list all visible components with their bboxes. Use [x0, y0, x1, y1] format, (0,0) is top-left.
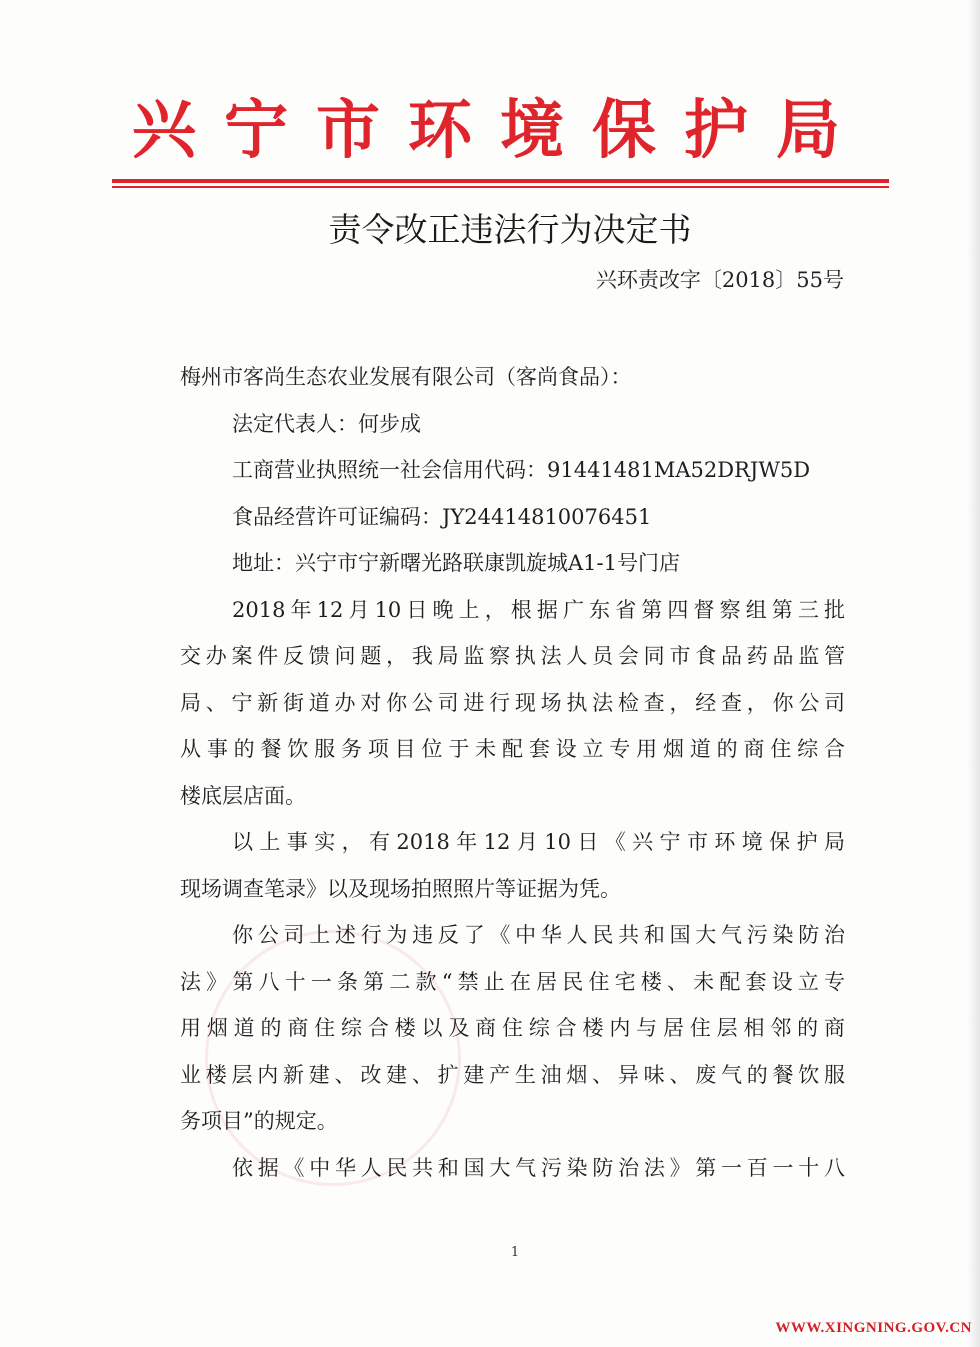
- paragraph-1-line: 2018年12月10日晚上，根据广东省第四督察组第三批: [232, 597, 845, 622]
- legal-representative: 法定代表人：何步成: [232, 411, 421, 436]
- food-license: 食品经营许可证编码：JY24414810076451: [232, 504, 652, 529]
- paragraph-3-line: 法》第八十一条第二款“禁止在居民住宅楼、未配套设立专: [180, 969, 845, 994]
- credit-code: 工商营业执照统一社会信用代码：91441481MA52DRJW5D: [232, 458, 811, 482]
- document-body: [180, 354, 845, 1191]
- header-rule-thin: [112, 186, 889, 188]
- paragraph-3-line: 你公司上述行为违反了《中华人民共和国大气污染防治: [232, 923, 845, 947]
- document-number: 兴环责改字〔2018〕55号: [595, 268, 844, 292]
- document-title: 责令改正违法行为决定书: [328, 210, 692, 249]
- website-watermark: WWW.XINGNING.GOV.CN: [775, 1320, 972, 1336]
- paragraph-1-line: 楼底层店面。: [180, 783, 306, 808]
- paragraph-1-line: 从事的餐饮服务项目位于未配套设立专用烟道的商住综合: [180, 737, 845, 761]
- address: 地址：兴宁市宁新曙光路联康凯旋城A1-1号门店: [232, 551, 680, 575]
- organization-header: 兴宁市环境保护局: [132, 93, 868, 168]
- header-rule-thick: [112, 179, 889, 183]
- paragraph-3-line: 业楼层内新建、改建、扩建产生油烟、异味、废气的餐饮服: [180, 1062, 845, 1087]
- paragraph-1-line: 局、宁新街道办对你公司进行现场执法检查，经查，你公司: [180, 690, 845, 715]
- paragraph-2-line: 以上事实，有2018年12月10日《兴宁市环境保护局: [232, 830, 845, 854]
- paragraph-2-line: 现场调查笔录》以及现场拍照照片等证据为凭。: [180, 876, 621, 901]
- addressee-company: 梅州市客尚生态农业发展有限公司（客尚食品）：: [180, 365, 632, 389]
- paragraph-4-line: 依据《中华人民共和国大气污染防治法》第一百一十八: [232, 1155, 845, 1180]
- paragraph-3-line: 用烟道的商住综合楼以及商住综合楼内与居住层相邻的商: [180, 1016, 845, 1040]
- paragraph-1-line: 交办案件反馈问题，我局监察执法人员会同市食品药品监管: [180, 644, 845, 668]
- page-number: 1: [510, 1245, 520, 1260]
- page-edge-shadow: [966, 0, 980, 1347]
- paragraph-3-line: 务项目”的规定。: [180, 1109, 338, 1133]
